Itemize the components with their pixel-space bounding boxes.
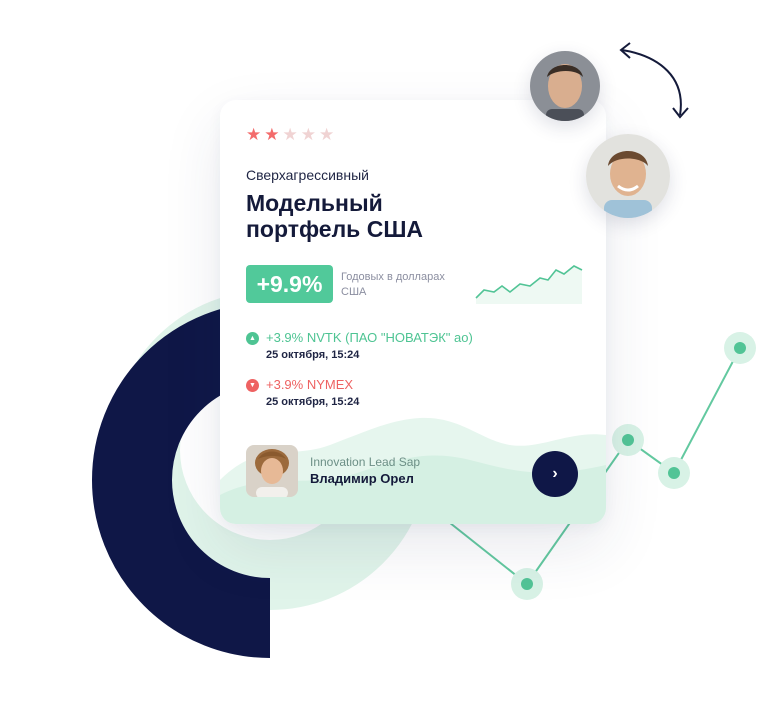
trend-point (734, 342, 746, 354)
author-name: Владимир Орел (310, 471, 414, 486)
sparkline-chart (474, 262, 586, 304)
next-button[interactable] (532, 451, 578, 497)
arrow-down-icon: ▼ (246, 379, 259, 392)
author-avatar (246, 445, 298, 497)
ticker-text: +3.9% NYMEX (266, 377, 354, 392)
rating-stars (246, 126, 334, 143)
annual-return-badge: +9.9% (246, 265, 333, 303)
ticker-date: 25 октября, 15:24 (266, 349, 360, 361)
portfolio-card[interactable] (220, 100, 606, 524)
swap-arrow-icon (622, 50, 681, 115)
arrow-up-icon: ▲ (246, 332, 259, 345)
trend-point (521, 578, 533, 590)
ticker-text: +3.9% NVTK (ПАО "НОВАТЭК" ао) (266, 330, 473, 345)
trend-point (622, 434, 634, 446)
trend-point (668, 467, 680, 479)
portfolio-title: Модельный портфель США (246, 190, 424, 242)
star-empty-icon: ★ (282, 125, 298, 144)
risk-level: Сверхагрессивный (246, 167, 369, 183)
author-role: Innovation Lead Sap (310, 455, 421, 469)
chevron-right-icon: › (552, 465, 558, 482)
ticker-date: 25 октября, 15:24 (266, 396, 360, 408)
star-filled-icon: ★ (264, 125, 280, 144)
avatar-bottom[interactable] (586, 134, 670, 218)
annual-return-caption: Годовых в долларах США (341, 271, 445, 298)
star-empty-icon: ★ (300, 125, 316, 144)
star-filled-icon: ★ (246, 125, 262, 144)
star-empty-icon: ★ (319, 125, 335, 144)
avatar-top[interactable] (530, 51, 600, 121)
